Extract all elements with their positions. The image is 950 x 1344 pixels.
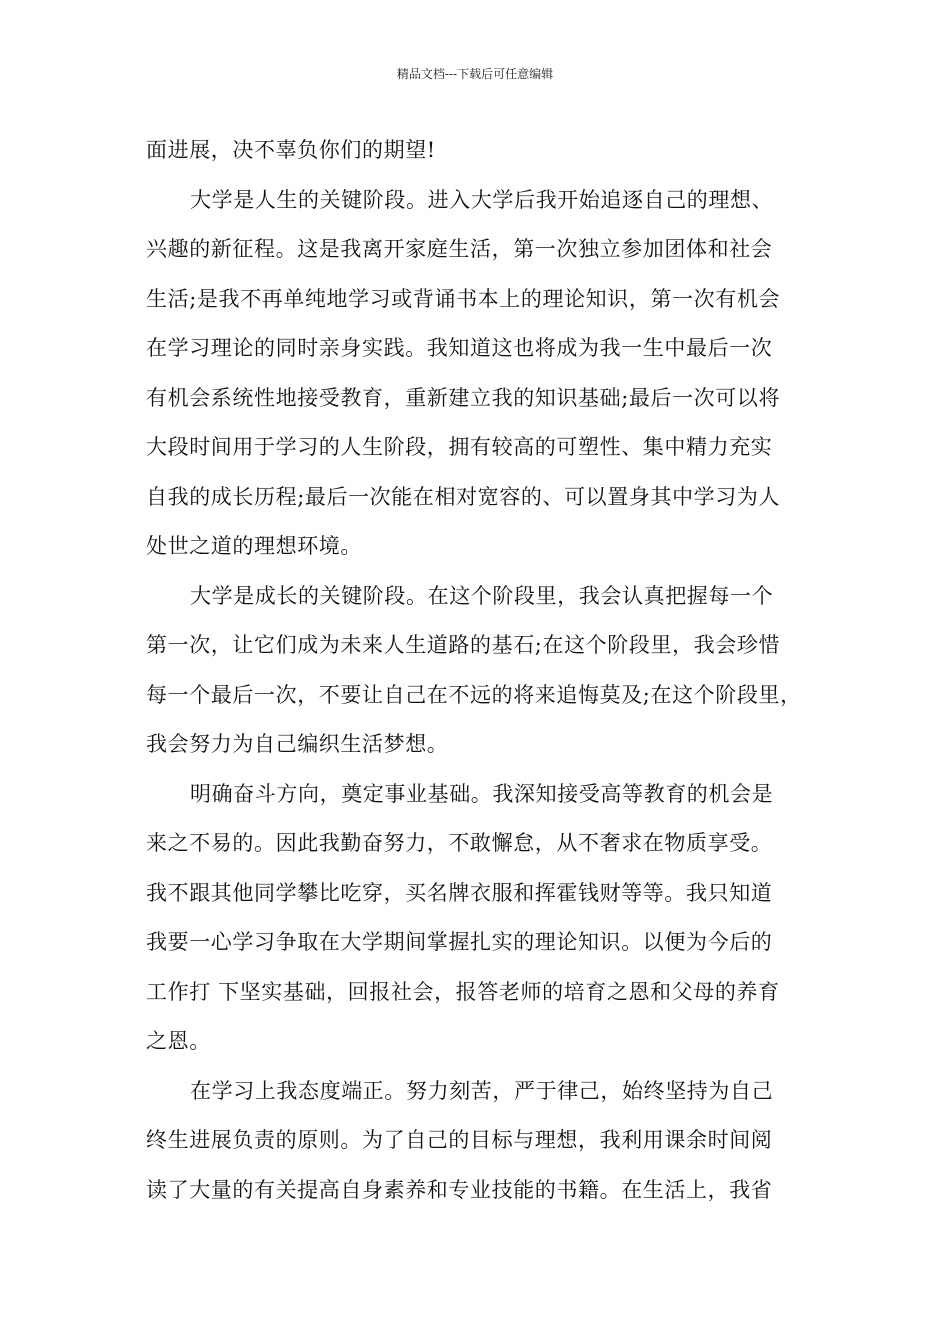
text-line: 读了大量的有关提高自身素养和专业技能的书籍。在生活上，我省 [146,1177,773,1202]
text-line: 之恩。 [146,1029,211,1053]
text-line: 工作打 下坚实基础，回报社会，报答老师的培育之恩和父母的养育 [146,979,780,1004]
text-line: 处世之道的理想环境。 [146,534,362,558]
document-body [146,126,826,1215]
text-line: 终生进展负责的原则。为了自己的目标与理想，我利用课余时间阅 [146,1128,773,1152]
text-line: 在学习理论的同时亲身实践。我知道这也将成为我一生中最后一次 [146,336,773,360]
text-line: 我不跟其他同学攀比吃穿，买名牌衣服和挥霍钱财等等。我只知道 [146,880,773,905]
page-header: 精品文档---下载后可任意编辑 [396,67,554,81]
text-line: 来之不易的。因此我勤奋努力，不敢懈怠，从不奢求在物质享受。 [146,831,773,855]
text-line: 我会努力为自己编织生活梦想。 [146,732,449,756]
text-line: 面进展，决不辜负你们的期望! [146,138,436,162]
text-line: 兴趣的新征程。这是我离开家庭生活，第一次独立参加团体和社会 [146,237,773,261]
text-line: 第一次，让它们成为未来人生道路的基石;在这个阶段里，我会珍惜 [146,633,781,657]
text-line: 我要一心学习争取在大学期间掌握扎实的理论知识。以便为今后的 [146,930,773,954]
text-line: 生活;是我不再单纯地学习或背诵书本上的理论知识，第一次有机会 [146,286,781,311]
text-line: 大学是人生的关键阶段。进入大学后我开始追逐自己的理想、 [190,187,774,212]
text-line: 自我的成长历程;最后一次能在相对宽容的、可以置身其中学习为人 [146,484,781,509]
text-line: 大学是成长的关键阶段。在这个阶段里，我会认真把握每一个 [190,583,774,608]
text-line: 在学习上我态度端正。努力刻苦，严于律己，始终坚持为自己 [190,1078,774,1103]
text-line: 每一个最后一次，不要让自己在不远的将来追悔莫及;在这个阶段里， [146,682,802,707]
text-line: 大段时间用于学习的人生阶段，拥有较高的可塑性、集中精力充实 [146,435,773,459]
text-line: 明确奋斗方向，奠定事业基础。我深知接受高等教育的机会是 [190,781,774,806]
text-line: 有机会系统性地接受教育，重新建立我的知识基础;最后一次可以将 [146,385,781,410]
